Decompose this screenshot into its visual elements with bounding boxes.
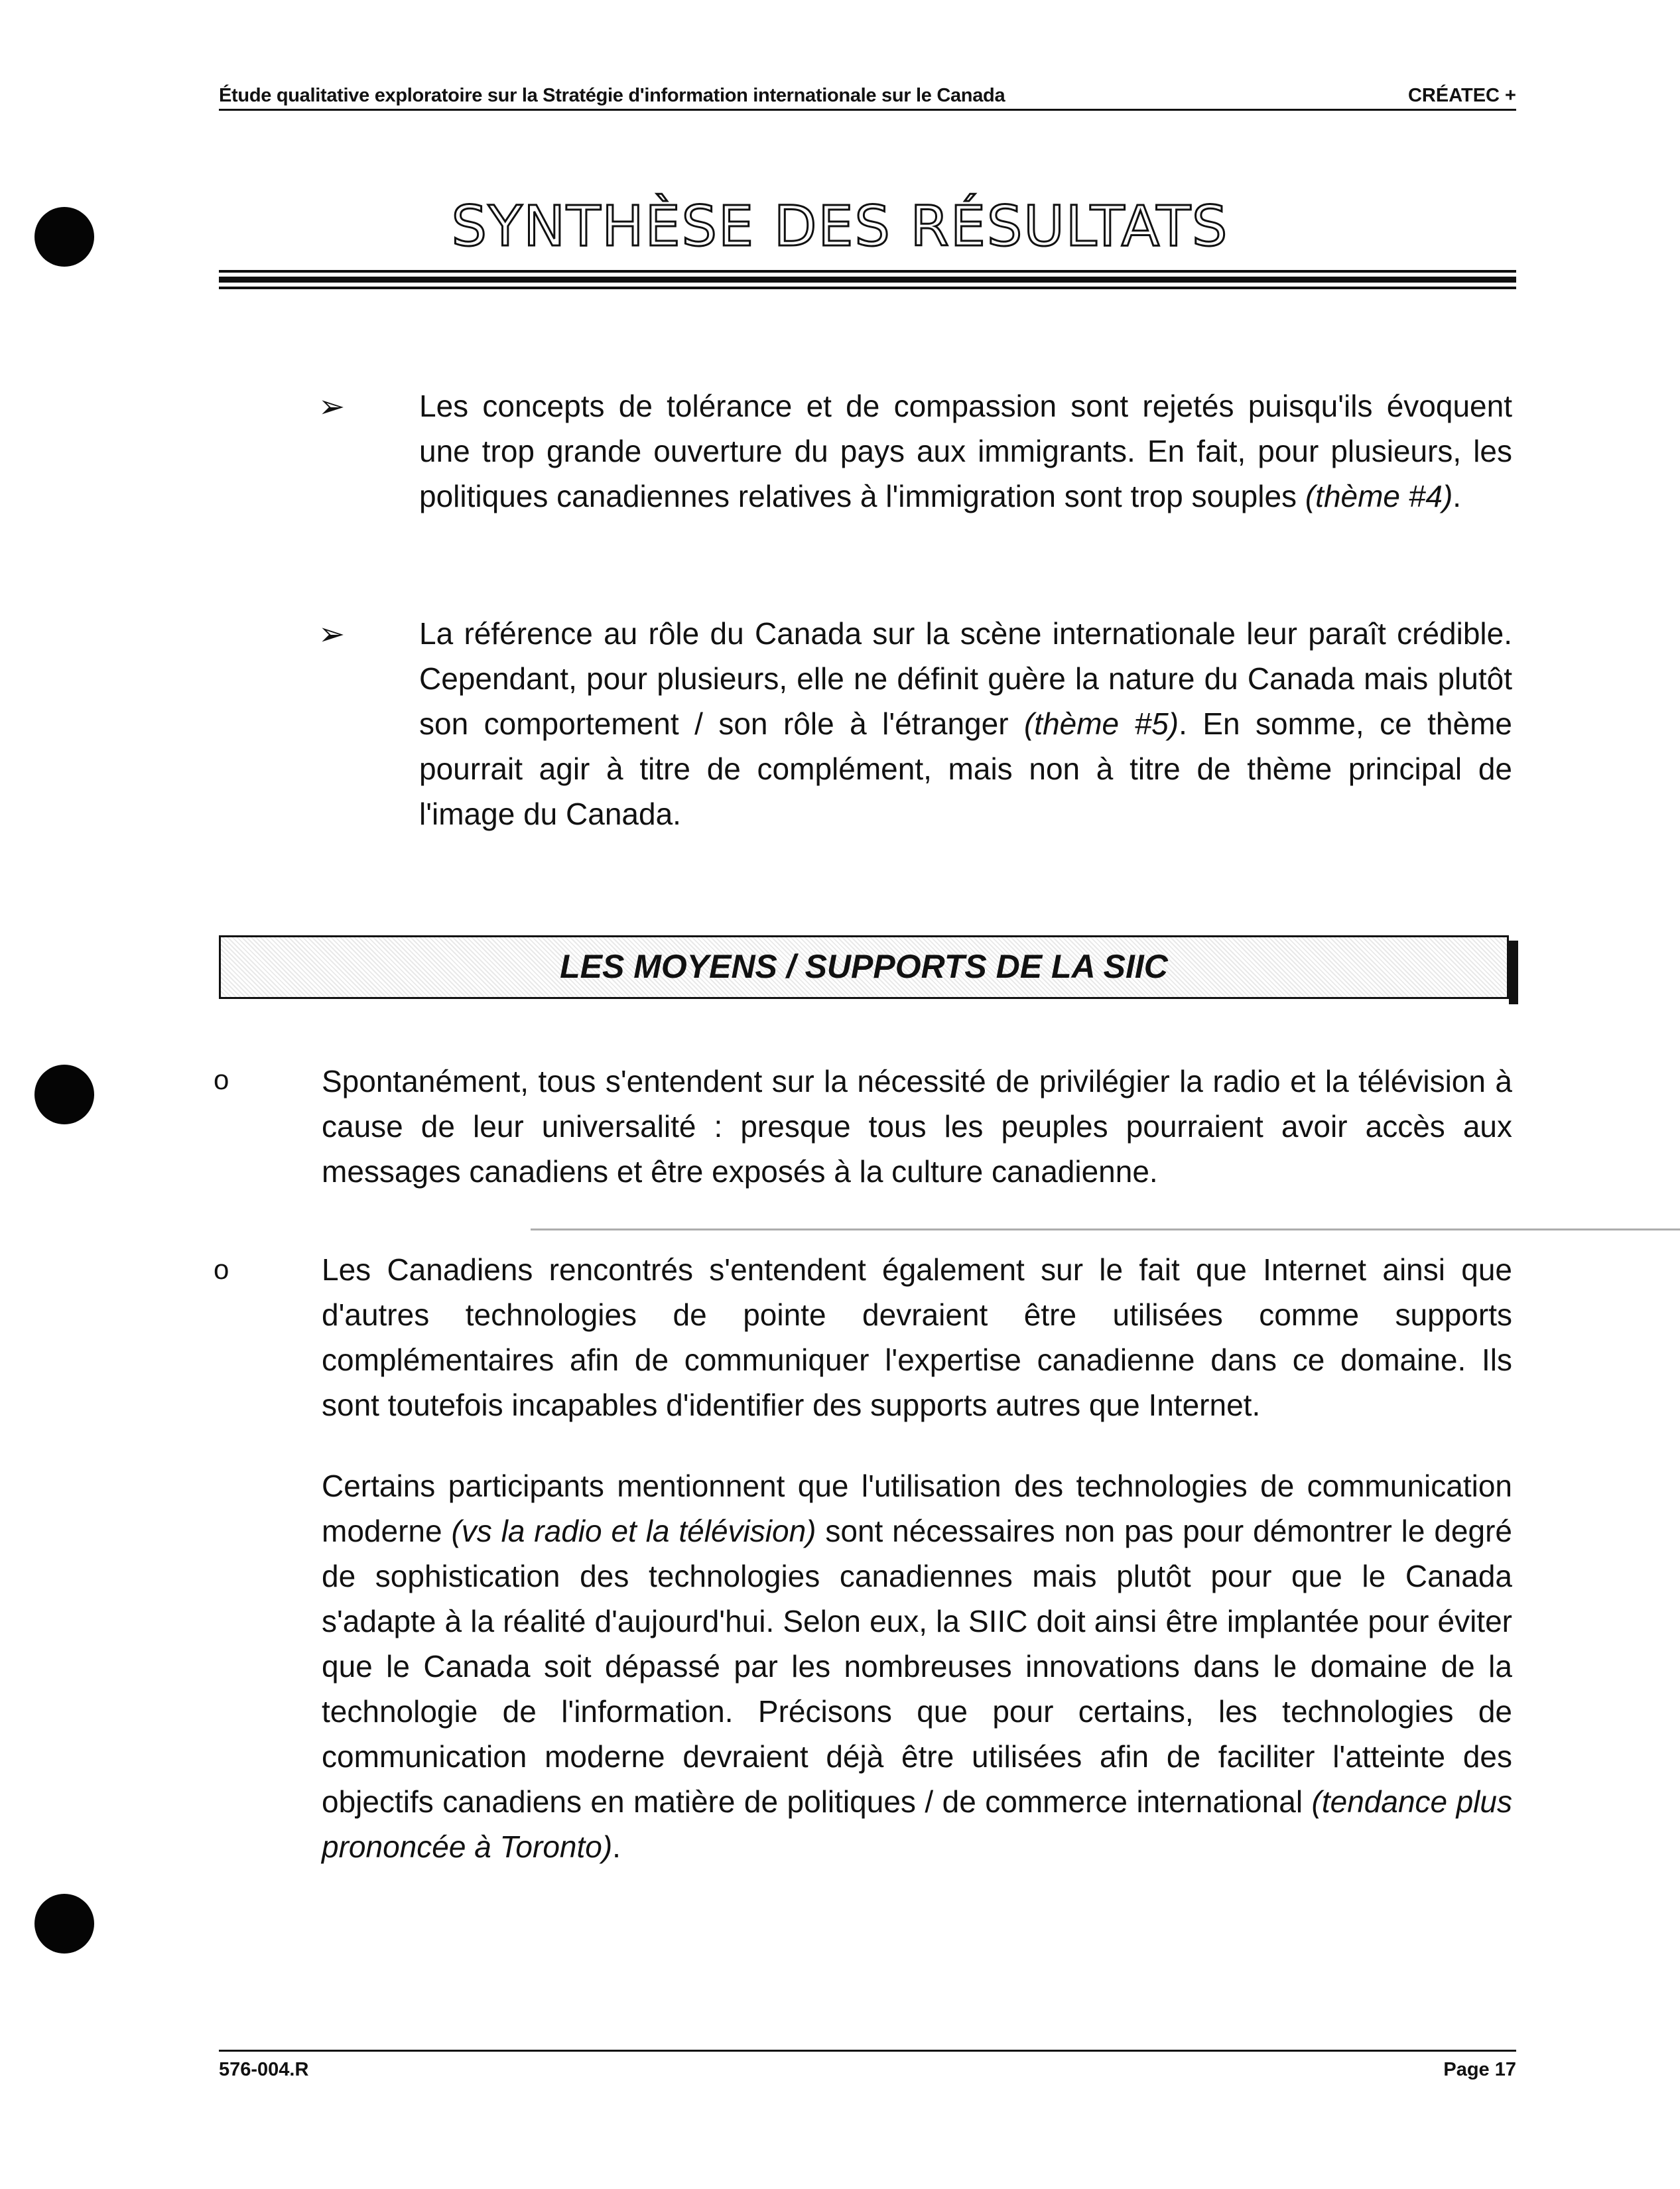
arrow-bullet-icon: ➢ — [318, 617, 346, 652]
page-title: SYNTHÈSE DES RÉSULTATS — [451, 194, 1229, 259]
header-rule — [219, 109, 1516, 111]
paragraph-emphasis: (vs la radio et la télévision) — [451, 1514, 816, 1548]
punch-hole-middle — [34, 1065, 94, 1124]
section-heading-shadow — [1509, 941, 1518, 1004]
title-rule-thick — [219, 277, 1516, 283]
circle-bullet-icon: o — [214, 1064, 229, 1095]
page-number: Page 17 — [1443, 2059, 1516, 2080]
bullet-text: Les concepts de tolérance et de compassion sont rejetés puisqu'ils évoquent une trop grande ouverture du pays aux immigrants. En fait, pour plusieurs, les politiques canadiennes relatives à l'immigration sont trop souples — [419, 389, 1512, 513]
circle-bullet-icon: o — [214, 1254, 229, 1285]
scan-artifact — [531, 1228, 1680, 1230]
document-code: 576-004.R — [219, 2059, 309, 2080]
paragraph-text: . — [612, 1829, 621, 1864]
paragraph-text: sont nécessaires non pas pour démontrer le degré de sophistication des technologies canadiennes mais plutôt pour que le Canada s'adapte à la réalité d'aujourd'hui. Selon eux, la SIIC doit ainsi être implantée pour éviter que le Canada soit dépassé par les nombreuses innovations dans le domaine de la technologie de l'information. Précisons que pour certains, les technologies de communication moderne devraient déjà être utilisées afin de faciliter l'atteinte des objectifs canadiens en matière de politiques / de commerce international — [322, 1514, 1512, 1819]
title-rule-thin-bottom — [219, 287, 1516, 289]
bullet-paragraph-radio-tv: Spontanément, tous s'entendent sur la nécessité de privilégier la radio et la télévision à cause de leur universalité : presque tous les peuples pourraient avoir accès aux messages canadiens et être exposés à la culture canadienne. — [322, 1064, 1512, 1189]
bullet-paragraph-internet: Les Canadiens rencontrés s'entendent également sur le fait que Internet ainsi que d'autres technologies de pointe devraient être utilisées comme supports complémentaires afin de communiquer l'expertise canadienne dans ce domaine. Ils sont toutefois incapables d'identifier des supports autres que Internet. — [322, 1252, 1512, 1422]
running-header-title: Étude qualitative exploratoire sur la Stratégie d'information internationale sur le Canada — [219, 85, 1005, 106]
theme-reference: (thème #4) — [1305, 479, 1453, 513]
bullet-tail: . En somme, ce thème pourrait agir à titre de complément, mais non à titre de thème principal de l'image du Canada. — [419, 706, 1512, 831]
bullet-text: La référence au rôle du Canada sur la scène internationale leur paraît crédible. Cependant, pour plusieurs, elle ne définit guère la nature du Canada mais plutôt son comportement / son rôle à l'étranger — [419, 616, 1512, 741]
bullet-paragraph-international-role — [419, 611, 1512, 836]
arrow-bullet-icon: ➢ — [318, 389, 346, 425]
paragraph-modern-technologies — [322, 1463, 1512, 1869]
footer-rule — [219, 2050, 1516, 2052]
section-heading: LES MOYENS / SUPPORTS DE LA SIIC — [560, 948, 1168, 985]
bullet-tail: . — [1453, 479, 1462, 513]
paragraph-emphasis: (tendance plus prononcée à Toronto) — [322, 1784, 1512, 1864]
paragraph-text: Certains participants mentionnent que l'utilisation des technologies de communication moderne — [322, 1469, 1512, 1548]
title-rule-thin — [219, 270, 1516, 273]
bullet-paragraph-tolerance — [419, 383, 1512, 519]
theme-reference: (thème #5) — [1023, 706, 1179, 741]
running-header-company: CRÉATEC + — [1407, 85, 1516, 106]
punch-hole-bottom — [34, 1894, 94, 1954]
